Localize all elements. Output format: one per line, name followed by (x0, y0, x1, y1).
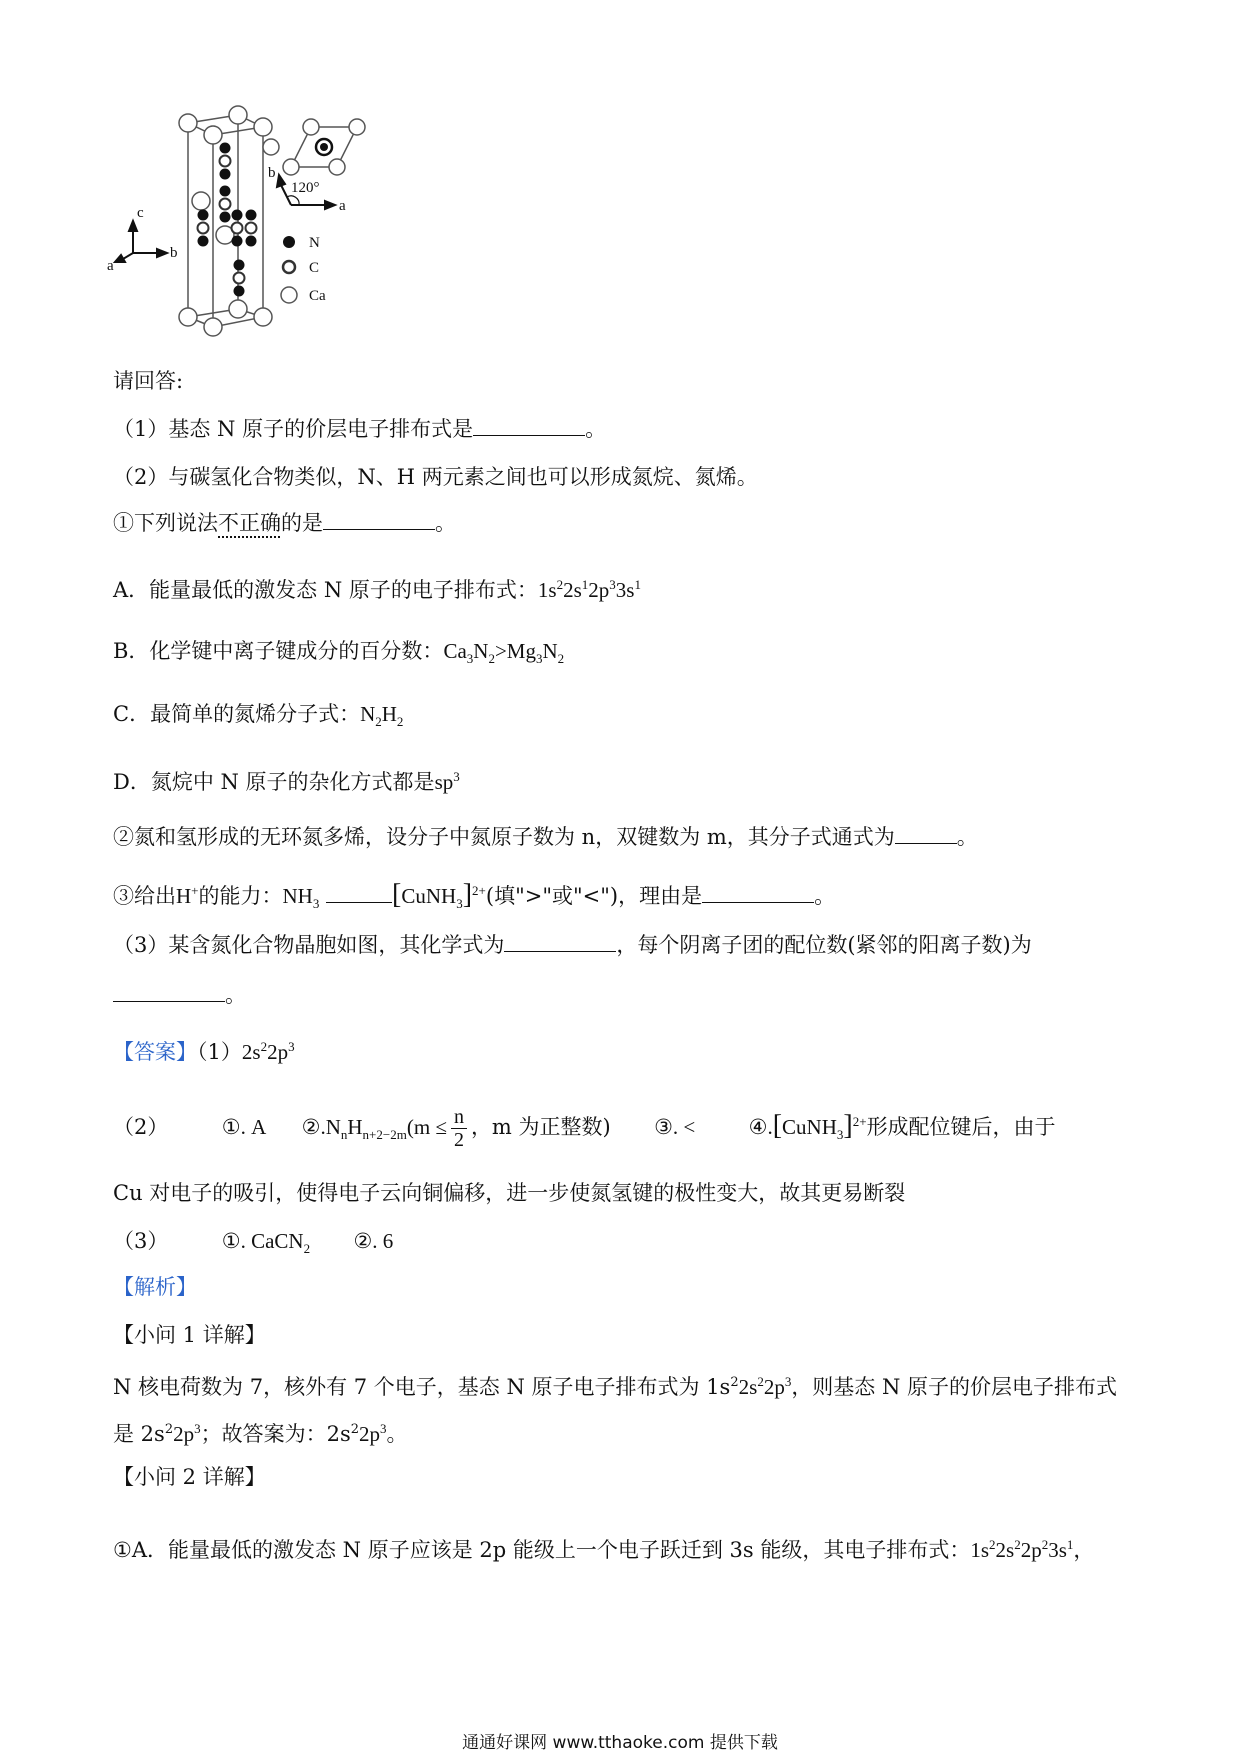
axis-b-label: b (268, 165, 276, 181)
subquestion-1-text: N 核电荷数为 7，核外有 7 个电子，基态 N 原子电子排布式为 $1s^22s^22p^3$，则基态 N 原子的价层电子排布式 (113, 1374, 1118, 1399)
subquestion-2-heading: 【小问 2 详解】 (113, 1465, 266, 1489)
question-2-2: ②氮和氢形成的无环氮多烯，设分子中氮原子数为 n，双键数为 m，其分子式通式为 。 (113, 825, 978, 849)
question-1: （1）基态 N 原子的价层电子排布式是 。 (113, 417, 607, 441)
axis-a-3d-label: a (107, 258, 114, 274)
question-2-3: ③给出H+的能力：$NH_3$ [CuNH$_3$]$^{2+}$(填">"或"<")，理由是 。 (113, 879, 836, 912)
crystal-cell-figure (107, 105, 413, 345)
option-d: D．氮烷中 N 原子的杂化方式都是$sp^3$ (113, 769, 460, 794)
answer-tag: 【答案】 (113, 1040, 197, 1064)
option-b: B．化学键中离子键成分的百分数：$Ca_3N_2>Mg_3N_2$ (113, 639, 565, 667)
option-c: C．最简单的氮烯分子式：$N_2H_2$ (113, 702, 404, 730)
answer-1: 【答案】$(1)2s^22p^3$ (113, 1039, 295, 1064)
crystal-cell-diagram (107, 105, 413, 345)
question-2: （2）与碳氢化合物类似，N、H 两元素之间也可以形成氮烷、氮烯。 (113, 465, 758, 489)
axis-a-label: a (339, 198, 346, 214)
question-3-cont: 。 (113, 980, 246, 1010)
question-3: （3）某含氮化合物晶胞如图，其化学式为 ，每个阴离子团的配位数(紧邻的阳离子数)为 (113, 933, 1032, 957)
answer-2: （2） ①. A $②.N_nH_{n+2-2m}(m$ ≤ $\frac{n}{2}$ ，m 为正整数) ③. < ④.[CuNH$_3$]$^{2+}$形成配位键后，由于 (113, 1106, 1056, 1151)
question-2-1: ①下列说法不正确的是 。 (113, 511, 456, 535)
subquestion-2-text: ①A．能量最低的激发态 N 原子应该是 2p 能级上一个电子跃迁到 3s 能级，其电子排布式：$1s^22s^22p^23s^1$， (113, 1537, 1095, 1562)
subquestion-1-text-2: 是 $2s^22p^3$；故答案为：$2s^22p^3$。 (113, 1421, 408, 1446)
legend-ca-marker (281, 287, 297, 303)
axis-c-label: c (137, 205, 144, 221)
footer: 通通好课网 www.tthaoke.com 提供下载 (462, 1733, 778, 1753)
option-a: A．能量最低的激发态 N 原子的电子排布式：$1s^22s^12p^33s^1$ (113, 577, 641, 602)
axis-b-3d-label: b (170, 245, 178, 261)
question-intro: 请回答: (113, 369, 184, 393)
answer-2-cont: Cu 对电子的吸引，使得电子云向铜偏移，进一步使氮氢键的极性变大，故其更易断裂 (113, 1181, 906, 1205)
angle-label: 120° (291, 180, 320, 196)
top-view (263, 119, 365, 175)
legend-c: C (309, 260, 320, 276)
xyz-axes (115, 221, 167, 262)
analysis-tag: 【解析】 (113, 1275, 197, 1299)
legend-c-marker (283, 261, 295, 273)
legend-ca: Ca (309, 288, 326, 304)
legend-n: N (309, 235, 320, 251)
answer-3: （3） ①. CaCN$_2$ ②. 6 (113, 1229, 394, 1257)
ncn-chains (198, 143, 257, 297)
subquestion-1-heading: 【小问 1 详解】 (113, 1323, 266, 1347)
legend-n-marker (283, 236, 295, 248)
